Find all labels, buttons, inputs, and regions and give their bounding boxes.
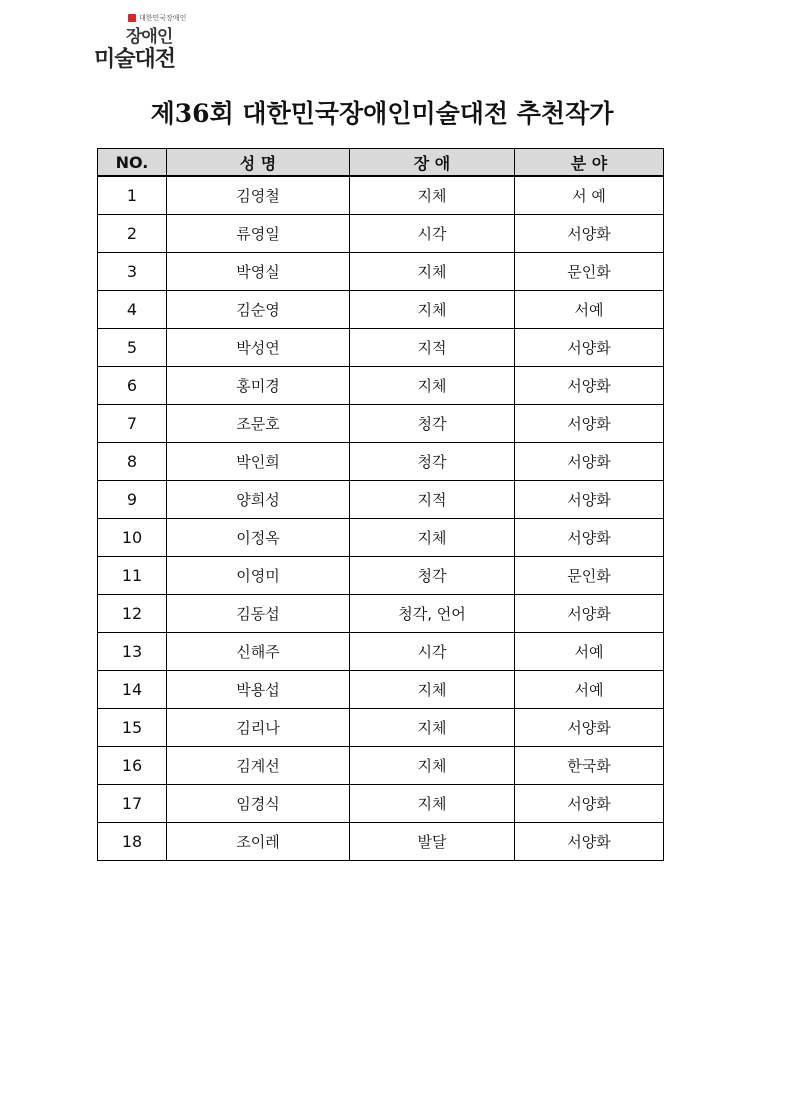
logo-small-text: 대한민국장애인 <box>139 14 187 22</box>
cell-disability: 청각 <box>350 405 515 443</box>
cell-field: 서예 <box>515 291 664 329</box>
cell-field: 서예 <box>515 633 664 671</box>
cell-field: 서양화 <box>515 709 664 747</box>
logo-line-1: 장애인 <box>126 27 173 47</box>
cell-disability: 지적 <box>350 481 515 519</box>
cell-name: 조이레 <box>167 823 350 861</box>
cell-no: 15 <box>98 709 167 747</box>
cell-no: 2 <box>98 215 167 253</box>
page-title: 제36회 대한민국장애인미술대전 추천작가 <box>150 99 614 128</box>
table-row <box>98 367 664 405</box>
cell-name: 김계선 <box>167 747 350 785</box>
logo-line-2: 미술대전 <box>94 47 176 72</box>
cell-name: 양희성 <box>167 481 350 519</box>
cell-no: 10 <box>98 519 167 557</box>
cell-disability: 지체 <box>350 671 515 709</box>
cell-name: 홍미경 <box>167 367 350 405</box>
cell-disability: 지체 <box>350 709 515 747</box>
cell-field: 서예 <box>515 671 664 709</box>
cell-disability: 지체 <box>350 747 515 785</box>
cell-no: 17 <box>98 785 167 823</box>
cell-name: 류영일 <box>167 215 350 253</box>
table-row <box>98 823 664 861</box>
table-header-row <box>98 149 664 177</box>
cell-disability: 지체 <box>350 519 515 557</box>
cell-no: 14 <box>98 671 167 709</box>
cell-disability: 지체 <box>350 367 515 405</box>
cell-name: 김영철 <box>167 176 350 215</box>
cell-no: 1 <box>98 176 167 215</box>
cell-no: 7 <box>98 405 167 443</box>
cell-field: 서양화 <box>515 785 664 823</box>
cell-disability: 지체 <box>350 176 515 215</box>
table-row <box>98 443 664 481</box>
table-row <box>98 215 664 253</box>
table-row <box>98 595 664 633</box>
cell-name: 이영미 <box>167 557 350 595</box>
cell-no: 9 <box>98 481 167 519</box>
table-row <box>98 291 664 329</box>
cell-no: 8 <box>98 443 167 481</box>
cell-no: 3 <box>98 253 167 291</box>
cell-field: 문인화 <box>515 253 664 291</box>
cell-field: 서양화 <box>515 823 664 861</box>
cell-name: 신해주 <box>167 633 350 671</box>
cell-field: 서양화 <box>515 443 664 481</box>
cell-disability: 시각 <box>350 215 515 253</box>
table-row <box>98 785 664 823</box>
cell-no: 12 <box>98 595 167 633</box>
cell-field: 서양화 <box>515 367 664 405</box>
table-row <box>98 557 664 595</box>
cell-name: 김리나 <box>167 709 350 747</box>
cell-field: 서 예 <box>515 176 664 215</box>
cell-no: 16 <box>98 747 167 785</box>
cell-disability: 청각, 언어 <box>350 595 515 633</box>
table-row <box>98 709 664 747</box>
cell-no: 4 <box>98 291 167 329</box>
table-row <box>98 481 664 519</box>
cell-field: 서양화 <box>515 519 664 557</box>
header-field: 분 야 <box>515 149 664 177</box>
header-disability: 장 애 <box>350 149 515 177</box>
cell-disability: 지체 <box>350 253 515 291</box>
cell-disability: 시각 <box>350 633 515 671</box>
cell-field: 서양화 <box>515 215 664 253</box>
cell-name: 이정옥 <box>167 519 350 557</box>
cell-name: 박성연 <box>167 329 350 367</box>
cell-no: 11 <box>98 557 167 595</box>
artist-table <box>97 148 664 861</box>
cell-name: 박용섭 <box>167 671 350 709</box>
table-row <box>98 747 664 785</box>
cell-no: 18 <box>98 823 167 861</box>
cell-name: 김동섭 <box>167 595 350 633</box>
cell-disability: 지체 <box>350 291 515 329</box>
cell-name: 김순영 <box>167 291 350 329</box>
cell-field: 서양화 <box>515 595 664 633</box>
cell-disability: 발달 <box>350 823 515 861</box>
table-row <box>98 519 664 557</box>
table-row <box>98 405 664 443</box>
table-row <box>98 671 664 709</box>
cell-field: 한국화 <box>515 747 664 785</box>
cell-disability: 지체 <box>350 785 515 823</box>
cell-disability: 청각 <box>350 443 515 481</box>
cell-field: 문인화 <box>515 557 664 595</box>
cell-disability: 청각 <box>350 557 515 595</box>
cell-field: 서양화 <box>515 329 664 367</box>
cell-field: 서양화 <box>515 405 664 443</box>
cell-name: 임경식 <box>167 785 350 823</box>
cell-disability: 지적 <box>350 329 515 367</box>
table-row <box>98 176 664 215</box>
header-name: 성 명 <box>167 149 350 177</box>
logo-mark-icon <box>128 14 136 22</box>
cell-no: 13 <box>98 633 167 671</box>
table-row <box>98 253 664 291</box>
cell-name: 박영실 <box>167 253 350 291</box>
cell-field: 서양화 <box>515 481 664 519</box>
cell-no: 5 <box>98 329 167 367</box>
table-row <box>98 329 664 367</box>
cell-no: 6 <box>98 367 167 405</box>
cell-name: 조문호 <box>167 405 350 443</box>
header-no: NO. <box>98 149 167 177</box>
table-row <box>98 633 664 671</box>
exhibition-logo <box>92 8 202 70</box>
cell-name: 박인희 <box>167 443 350 481</box>
